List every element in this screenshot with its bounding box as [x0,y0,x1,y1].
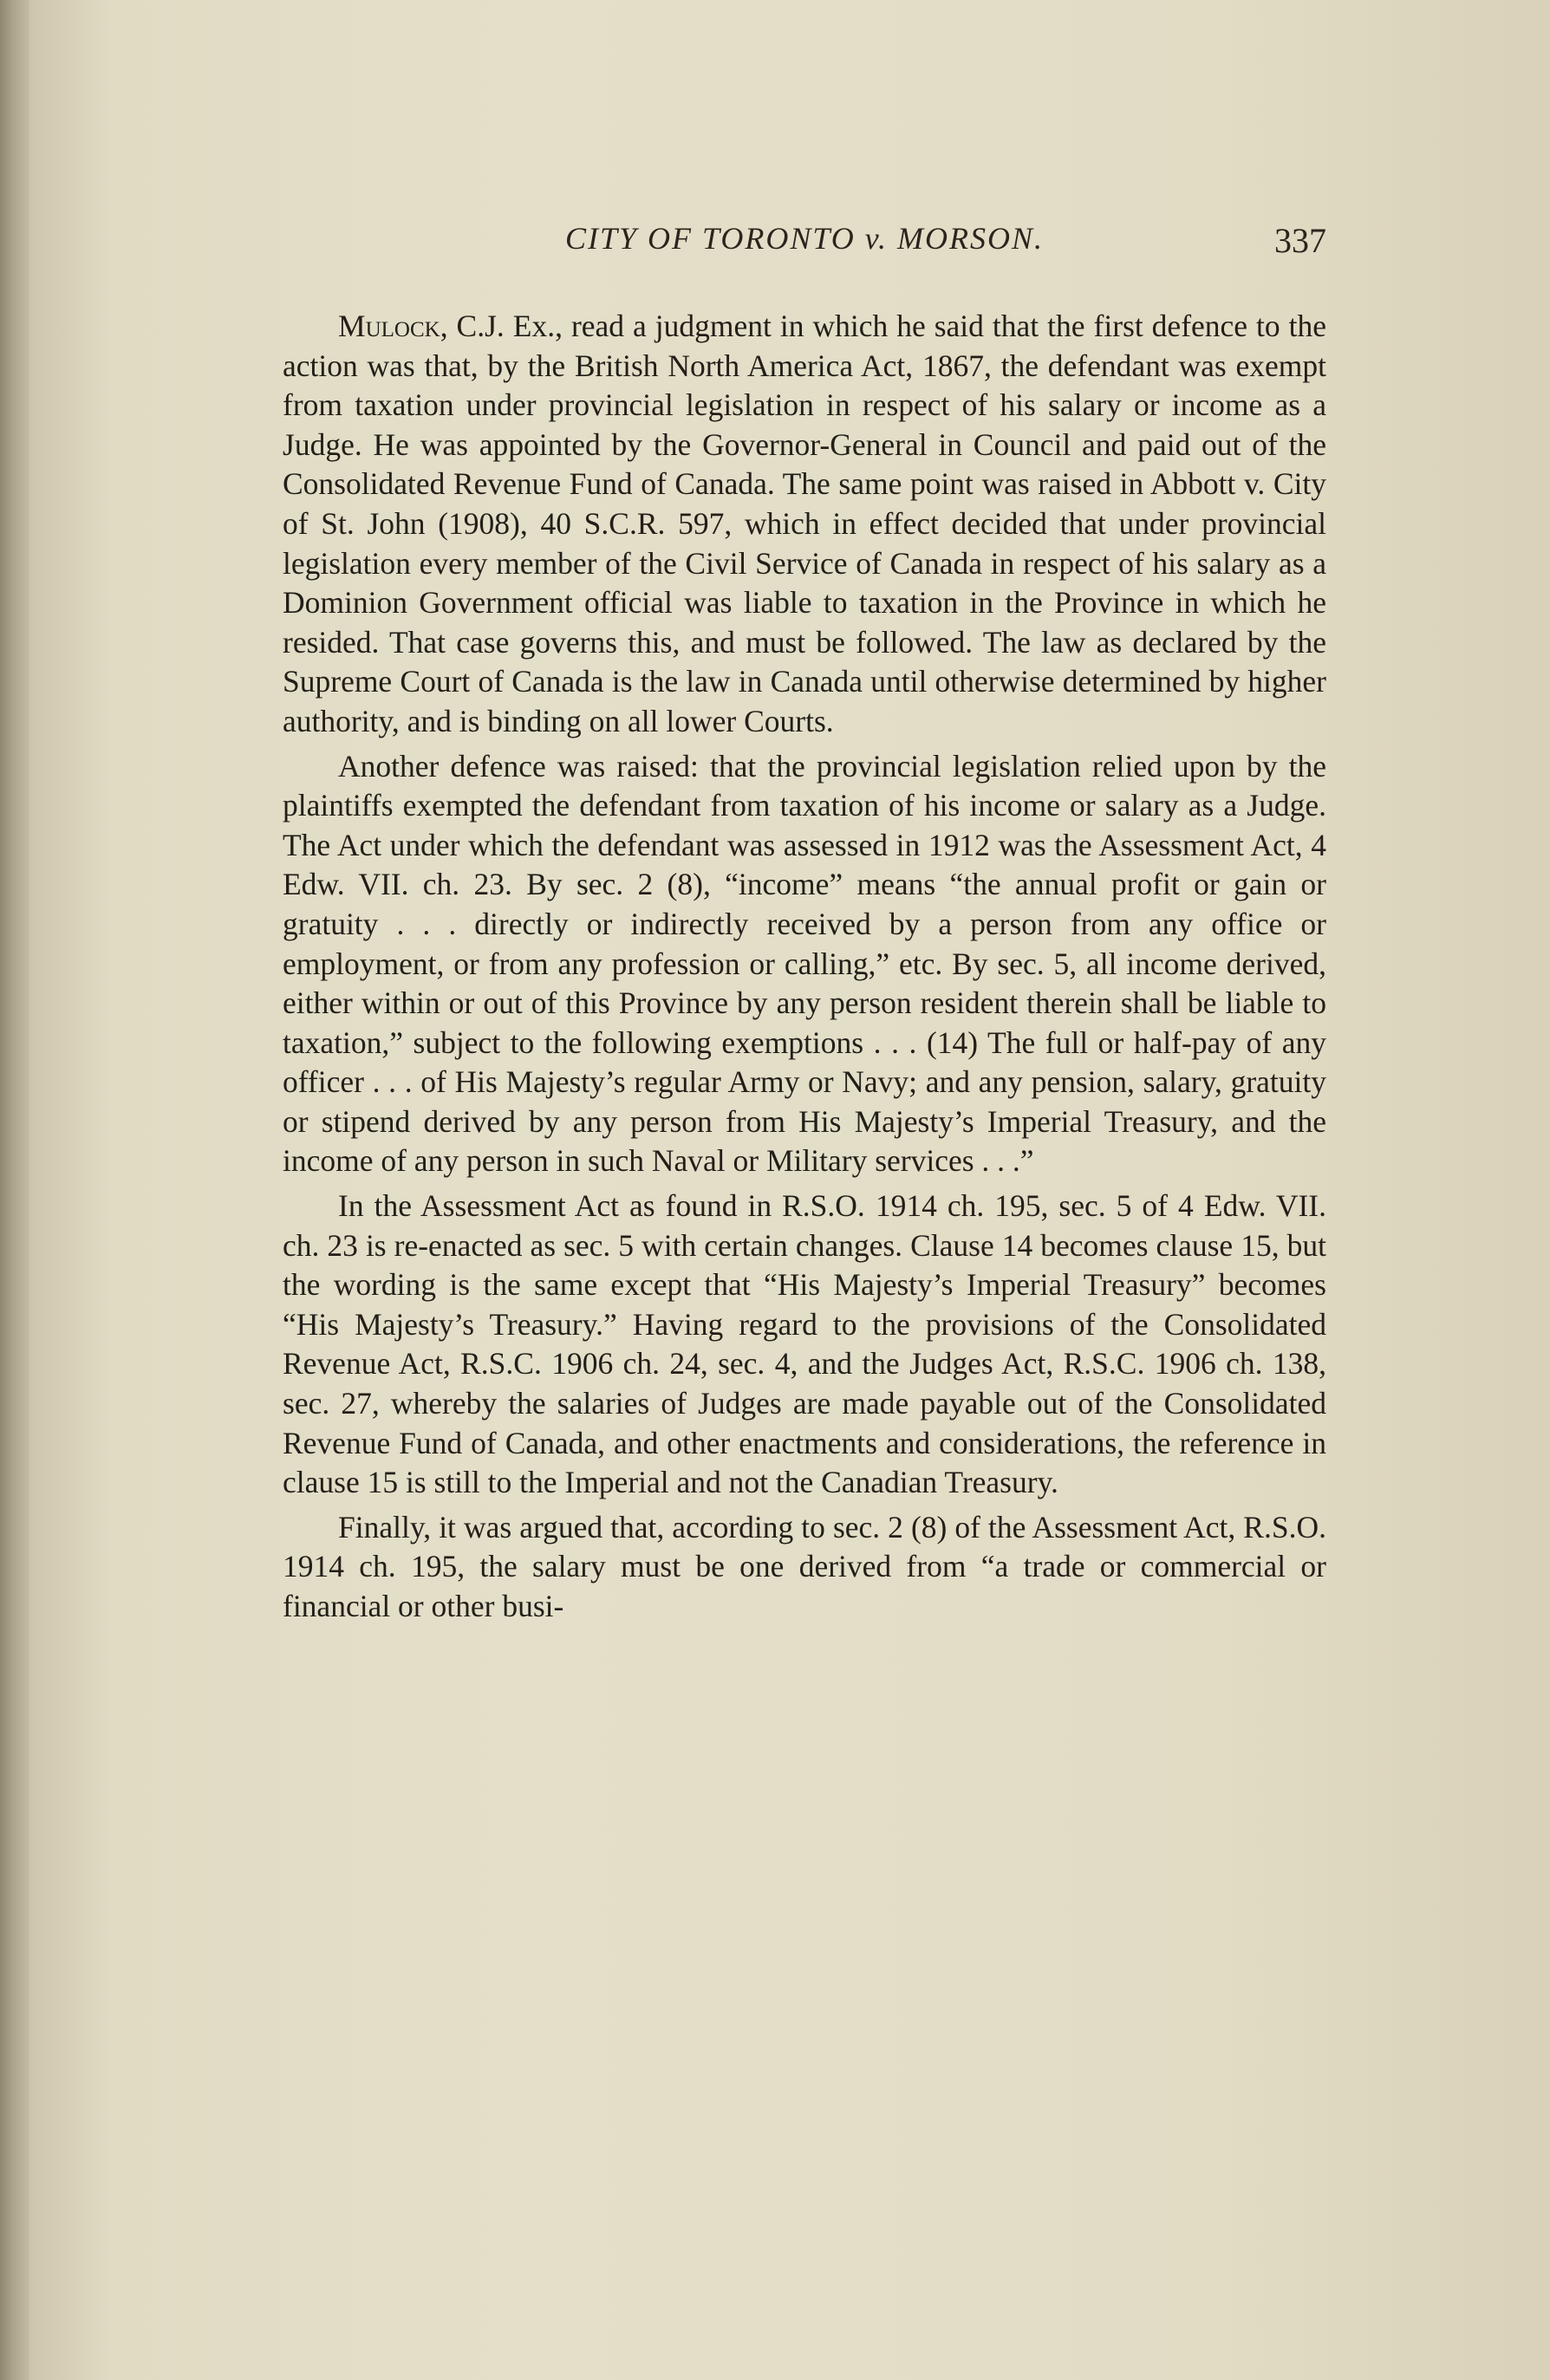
paragraph-3: In the Assessment Act as found in R.S.O. 1914 ch. 195, sec. 5 of 4 Edw. VII. ch. 23 is re-enacted as sec. 5 with certain changes. Clause 14 becomes clause 15, but the wording is the same except that “His Majesty’s Imperial Treasury” becomes “His Majesty’s Treasury.” Having regard to the provisions of the Consolidated Revenue Act, R.S.C. 1906 ch. 24, sec. 4, and the Judges Act, R.S.C. 1906 ch. 138, sec. 27, whereby the salaries of Judges are made payable out of the Consolidated Revenue Fund of Canada, and other enactments and considerations, the reference in clause 15 is still to the Imperial and not the Canadian Treasury. [283,1188,1326,1500]
running-title: CITY OF TORONTO v. MORSON. [564,221,1045,256]
paragraph-1 [283,307,1326,742]
page-gutter [0,0,29,2380]
judge-name: Mulock [338,309,440,343]
body-text [283,307,1326,1632]
paragraph-2: Another defence was raised: that the provincial legislation relied upon by the plaintiffs exempted the defendant from taxation of his income or salary as a Judge. The Act under which the defendant was assessed in 1912 was the Assessment Act, 4 Edw. VII. ch. 23. By sec. 2 (8), “income” means “the annual profit or gain or gratuity . . . directly or indirectly received by a person from any office or employment, or from any profession or calling,” etc. By sec. 5, all income derived, either within or out of this Province by any person resident therein shall be liable to taxation,” subject to the following exemptions . . . (14) The full or half-pay of any officer . . . of His Majesty’s regular Army or Navy; and any pension, salary, gratuity or stipend derived by any person from His Majesty’s Imperial Treasury, and the income of any person in such Naval or Military services . . .” [283,748,1326,1179]
page-number: 337 [1274,221,1326,260]
paragraph-4: Finally, it was argued that, according to sec. 2 (8) of the Assessment Act, R.S.O. 1914 ch. 195, the salary must be one derived from “a trade or commercial or financial or other busi- [283,1509,1326,1623]
page-header [283,218,1326,263]
paragraph-1-text: , C.J. Ex., read a judgment in which he said that the first defence to the action was that, by the British North America Act, 1867, the defendant was exempt from taxation under provincial legislation in respect of his salary or income as a Judge. He was appointed by the Governor-General in Council and paid out of the Consolidated Revenue Fund of Canada. The same point was raised in Abbott v. City of St. John (1908), 40 S.C.R. 597, which in effect decided that under provincial legislation every member of the Civil Service of Canada in respect of his salary as a Dominion Government official was liable to taxation in the Province in which he resided. That case governs this, and must be followed. The law as declared by the Supreme Court of Canada is the law in Canada until otherwise determined by higher authority, and is binding on all lower Courts. [283,309,1326,738]
